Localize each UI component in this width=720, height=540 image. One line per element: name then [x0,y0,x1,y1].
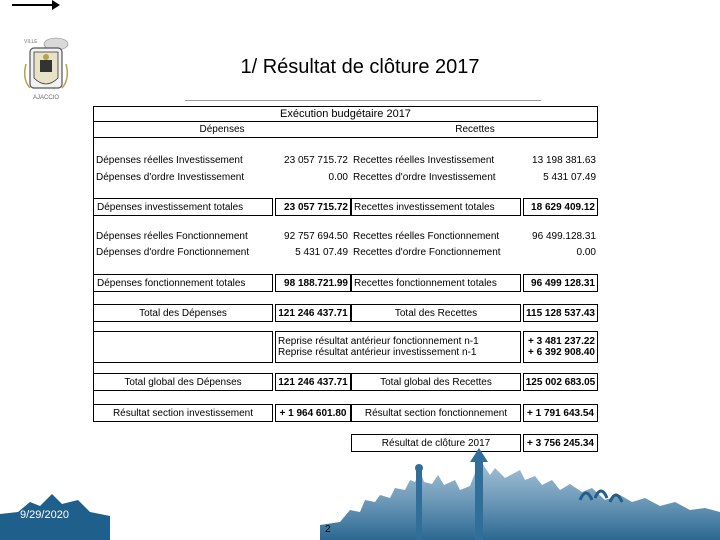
value-dep-reel-inv: 23 057 715.72 [284,155,348,166]
value-dep-ordre-inv: 0.00 [328,172,348,183]
label-global-depenses: Total global des Dépenses [93,373,273,391]
value-total-recettes: 115 128 537.43 [523,304,598,322]
label-resultat-investissement: Résultat section investissement [93,404,273,422]
value-rec-ordre-inv: 5 431 07.49 [543,172,596,183]
label-rec-reel-inv: Recettes réelles Investissement [353,155,495,166]
label-dep-inv-tot: Dépenses investissement totales [93,198,273,216]
value-rec-reel-fonc: 96 499.128.31 [532,231,596,242]
label-reprise-inv: Reprise résultat antérieur investissement n-1 [278,347,477,358]
label-total-depenses: Total des Dépenses [93,304,273,322]
header-divider [93,121,598,122]
label-dep-reel-fonc: Dépenses réelles Fonctionnement [96,231,248,242]
logo-top-text: VILLE [24,39,38,45]
reprise-labels [275,331,521,363]
label-global-recettes: Total global des Recettes [351,373,521,391]
value-resultat-investissement: + 1 964 601.80 [275,404,351,422]
label-rec-fonc-tot: Recettes fonctionnement totales [351,274,521,292]
label-rec-ordre-inv: Recettes d'ordre Investissement [353,172,496,183]
value-resultat-cloture: + 3 756 245.34 [523,434,598,452]
value-rec-inv-tot: 18 629 409.12 [523,198,598,216]
label-total-recettes: Total des Recettes [351,304,521,322]
page-number: 2 [325,524,331,535]
title-divider [185,100,541,101]
label-dep-reel-inv: Dépenses réelles Investissement [96,155,243,166]
empty-reprise-box [93,331,273,363]
value-dep-inv-tot: 23 057 715.72 [275,198,351,216]
label-dep-ordre-fonc: Dépenses d'ordre Fonctionnement [96,247,250,258]
page-title: 1/ Résultat de clôture 2017 [240,56,480,78]
reprise-values [523,331,598,363]
table-heading: Exécution budgétaire 2017 [280,108,411,120]
label-rec-ordre-fonc: Recettes d'ordre Fonctionnement [353,247,501,258]
label-dep-fonc-tot: Dépenses fonctionnement totales [93,274,273,292]
value-total-depenses: 121 246 437.71 [275,304,351,322]
footer-date: 9/29/2020 [20,509,69,521]
value-reprise-inv: + 6 392 908.40 [527,347,595,358]
value-dep-ordre-fonc: 5 431 07.49 [295,247,348,258]
value-dep-reel-fonc: 92 757 694.50 [284,231,348,242]
value-global-recettes: 125 002 683.05 [523,373,598,391]
city-skyline-illustration [320,440,720,540]
label-dep-ordre-inv: Dépenses d'ordre Investissement [96,172,245,183]
value-dep-fonc-tot: 98 188.721.99 [275,274,351,292]
label-resultat-cloture: Résultat de clôture 2017 [351,434,521,452]
value-rec-ordre-fonc: 0.00 [576,247,596,258]
value-reprise-fonc: + 3 481 237.22 [527,336,595,347]
label-resultat-fonctionnement: Résultat section fonctionnement [351,404,521,422]
label-rec-reel-fonc: Recettes réelles Fonctionnement [353,231,500,242]
label-rec-inv-tot: Recettes investissement totales [351,198,521,216]
value-resultat-fonctionnement: + 1 791 643.54 [523,404,598,422]
col-header-recettes: Recettes [455,124,495,135]
logo-caption: AJACCIO [32,95,59,101]
label-reprise-fonc: Reprise résultat antérieur fonctionnement n-1 [278,336,479,347]
value-rec-reel-inv: 13 198 381.63 [532,155,596,166]
value-rec-fonc-tot: 96 499 128.31 [523,274,598,292]
col-header-depenses: Dépenses [199,124,245,135]
value-global-depenses: 121 246 437.71 [275,373,351,391]
arrow-icon [12,4,58,6]
